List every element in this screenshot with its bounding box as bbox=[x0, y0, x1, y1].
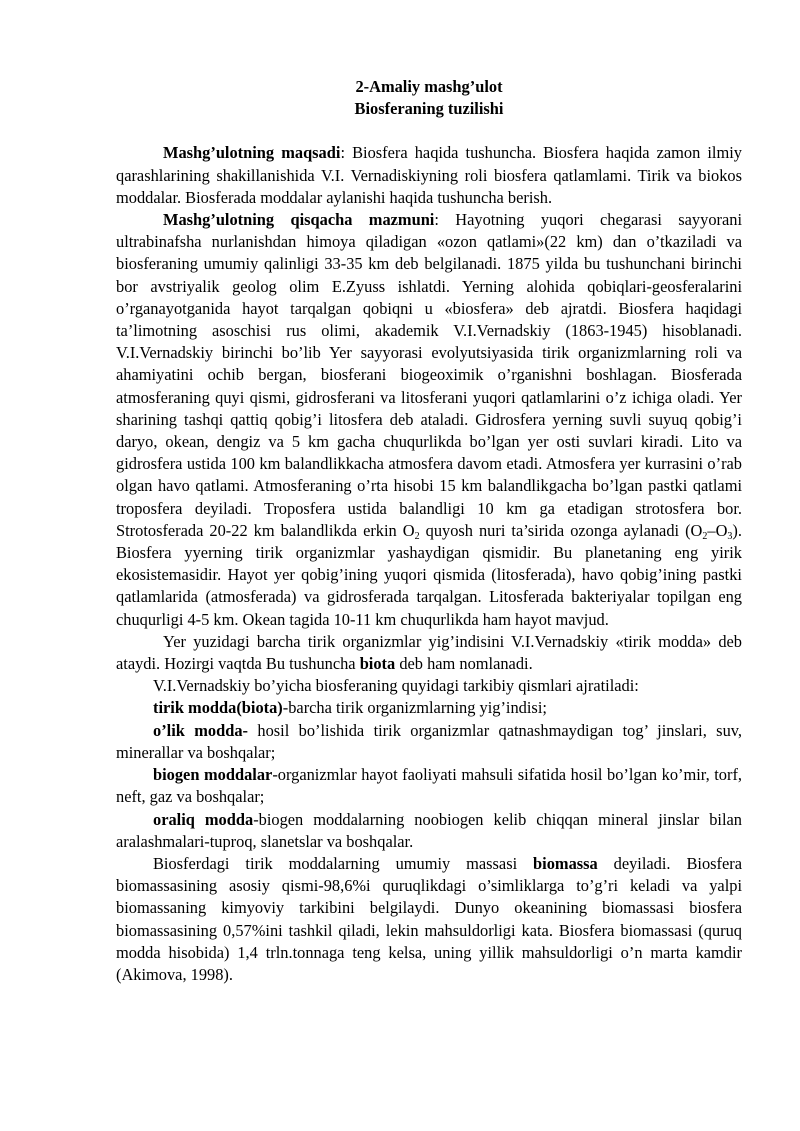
parts-intro: V.I.Vernadskiy bo’yicha biosferaning quyidagi tarkibiy qismlari ajratiladi: bbox=[153, 676, 639, 696]
part-term: oraliq modda bbox=[153, 809, 254, 829]
biota-text-pre: Yer yuzidagi barcha tirik organizmlar yig’indisini V.I.Vernadskiy «tirik modda» deb ataydi. Hozirgi vaqtda Bu tushuncha bbox=[116, 631, 742, 674]
biomass-text-post: deyiladi. Biosfera biomassasining asosiy qismi-98,6%i quruqlikdagi o’simliklarga to’g’ri keladi va yalpi biomassaning kimyoviy tarkibini belgilaydi. Dunyo okeanining biomassasi biosfera biomassasining 0,57%ini tashkil qiladi, lekin mahsuldorligi kata. Biosfera biomassasi (quruq modda hisobida) 1,4 trln.tonnaga teng kelsa, uning yillik mahsuldorligi o’n marta kamdir (Akimova, 1998). bbox=[116, 853, 742, 984]
content-text-c: –O bbox=[707, 520, 728, 540]
part-term: tirik modda(biota) bbox=[153, 698, 283, 718]
part-text: -organizmlar hayot faoliyati mahsuli sifatida hosil bo’lgan ko’mir, torf, neft, gaz va boshqalar; bbox=[116, 765, 742, 807]
subscript-o2-a: 2 bbox=[414, 530, 420, 542]
biota-text-post: deb ham nomlanadi. bbox=[395, 654, 533, 674]
purpose-text: : Biosfera haqida tushuncha. Biosfera haqida zamon ilmiy qarashlarining shakillanishida V.I. Vernadiskiyning roli biosfera qatlamlami. Tirik va biokos moddalar. Biosferada moddalar aylanishi haqida tushuncha berish. bbox=[116, 143, 742, 207]
subscript-o2-b: 2 bbox=[702, 530, 708, 542]
purpose-paragraph bbox=[116, 142, 742, 209]
part-term: biogen moddalar bbox=[153, 765, 273, 785]
part-item bbox=[116, 764, 742, 808]
biomass-term: biomassa bbox=[533, 853, 598, 873]
part-text: -biogen moddalarning noobiogen kelib chiqqan mineral jinslar bilan aralashmalari-tuproq, slanetslar va boshqalar. bbox=[116, 809, 743, 851]
content-text-b: quyosh nuri ta’sirida ozonga aylanadi (O bbox=[419, 520, 703, 540]
content-paragraph bbox=[116, 209, 742, 631]
part-item bbox=[116, 809, 742, 853]
part-text: -barcha tirik organizmlarning yig’indisi; bbox=[282, 698, 547, 718]
part-term: o’lik modda- bbox=[153, 720, 248, 740]
content-text-d: ). Biosfera yyerning tirik organizmlar yashaydigan qismidir. Bu planetaning eng yirik ekosistemasidir. Hayot yer qobig’ining yuqori qismida (litosferada), havo qobig’ining pastki qatlamlarida (atmosferada) va gidrosferada tarqalgan. Litosferada bakteriyalar topilgan eng chuqurligi 4-5 km. Okean tagida 10-11 km chuqurlikda ham hayot mavjud. bbox=[116, 520, 742, 629]
purpose-label: Mashg’ulotning maqsadi bbox=[163, 143, 341, 163]
subscript-o3: 3 bbox=[727, 530, 733, 542]
part-text: hosil bo’lishida tirik organizmlar qatnashmaydigan tog’ jinslari, suv, minerallar va boshqalar; bbox=[116, 720, 742, 762]
part-item bbox=[116, 697, 742, 719]
page-subtitle: Biosferaning tuzilishi bbox=[354, 99, 504, 119]
biomass-text-pre: Biosferdagi tirik moddalarning umumiy massasi bbox=[153, 853, 534, 873]
biota-paragraph bbox=[116, 631, 742, 675]
content-text-a: : Hayotning yuqori chegarasi sayyorani ultrabinafsha nurlanishdan himoya qiladigan «ozon qatlami»(22 km) dan o’tkaziladi va biosferaning umumiy qalinligi 33-35 km deb belgilanadi. 1875 yilda bu tushunchani birinchi bor avstriyalik geolog olim E.Zyuss ishlatdi. Yerning alohida qobiqlari-geosferalarini o’rganayotganida hayot tarqalgan qobiqni u «biosfera» deb ajratdi. Biosfera haqidagi ta’limotning asoschisi rus olimi, akademik V.I.Vernadskiy (1863-1945) hisoblanadi. V.I.Vernadskiy birinchi bo’lib Yer sayyorasi evolyutsiyasida tirik organizmlarning roli va ahamiyatini ochib bergan, biosferani biogeoximik o’rganishni boshlagan. Biosferada atmosferaning quyi qismi, gidrosferani va litosferani yuqori qatlamlarini o’z ichiga oladi. Yer sharining tashqi qattiq qobig’i litosfera deb ataladi. Gidrosfera yerning suvli suyuq qobig’i daryo, okean, dengiz va 5 km gacha chuqurlikda bo’lgan yer osti suvlari kiradi. Lito va gidrosfera ustida 100 km balandlikkacha atmosfera davom etadi. Atmosfera yer kurrasini o’rab olgan havo qatlami. Atmosferaning o’rta hisobi 15 km balandlikgacha bo’lgan pastki qatlami troposfera deyiladi. Troposfera ustida balandligi 10 km ga etadigan strotosfera bor. Strotosferada 20-22 km balandlikda erkin O bbox=[116, 210, 742, 540]
content-label: Mashg’ulotning qisqacha mazmuni bbox=[163, 210, 435, 230]
document-page bbox=[116, 76, 742, 986]
biomass-paragraph bbox=[116, 853, 742, 986]
page-title: 2-Amaliy mashg’ulot bbox=[355, 77, 503, 96]
biota-term: biota bbox=[359, 654, 396, 674]
part-item bbox=[116, 720, 742, 764]
